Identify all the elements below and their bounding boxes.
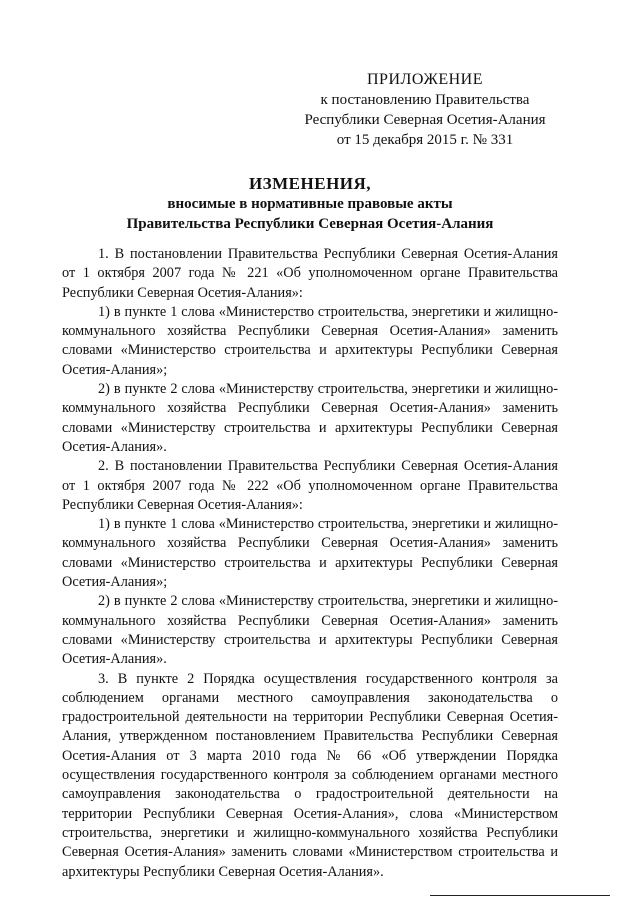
appendix-line-1: к постановлению Правительства bbox=[320, 92, 530, 108]
heading-title: ИЗМЕНЕНИЯ, bbox=[248, 174, 372, 193]
appendix-block bbox=[300, 70, 550, 150]
appendix-line-2: Республики Северная Осетия-Алания bbox=[304, 112, 546, 128]
paragraph-3: 3. В пункте 2 Порядка осуществления государственного контроля за соблюдением органами местного самоуправления законодательства о градостроительной деятельности на территории Республики Северная Осетия-Алания, утвержденном постановлением Правительства Республики Северная Осетия-Алания от 3 марта 2010 года № 66 «Об утверждении Порядка осуществления государственного контроля за соблюдением органами местного самоуправления законодательства о градостроительной деятельности на территории Республики Северная Осетия-Алания», слова «Министерством строительства, энергетики и жилищно-коммунального хозяйства Республики Северная Осетия-Алания» заменить словами «Министерством строительства и архитектуры Республики Северная Осетия-Алания». bbox=[62, 670, 558, 880]
appendix-title: ПРИЛОЖЕНИЕ bbox=[366, 71, 483, 88]
document-heading bbox=[60, 173, 560, 234]
heading-line-2: Правительства Республики Северная Осетия-Алания bbox=[126, 216, 494, 232]
paragraph-1-item-2: 2) в пункте 2 слова «Министерству строительства, энергетики и жилищно-коммунального хозяйства Республики Северная Осетия-Алания» заменить словами «Министерству строительства и архитектуры Республики Северная Осетия-Алания». bbox=[62, 381, 558, 455]
paragraph-1-item-1: 1) в пункте 1 слова «Министерство строительства, энергетики и жилищно-коммунального хозяйства Республики Северная Осетия-Алания» заменить словами «Министерство строительства и архитектуры Республики Северная Осетия-Алания»; bbox=[62, 303, 558, 378]
paragraph-1: 1. В постановлении Правительства Республики Северная Осетия-Алания от 1 октября 2007 года № 221 «Об уполномоченном органе Правительства Республики Северная Осетия-Алания»: bbox=[62, 246, 558, 301]
appendix-line-3: от 15 декабря 2015 г. № 331 bbox=[336, 132, 514, 148]
paragraph-2: 2. В постановлении Правительства Республики Северная Осетия-Алания от 1 октября 2007 года № 222 «Об уполномоченном органе Правительства Республики Северная Осетия-Алания»: bbox=[62, 458, 558, 513]
heading-line-1: вносимые в нормативные правовые акты bbox=[167, 196, 453, 212]
paragraph-2-item-2: 2) в пункте 2 слова «Министерству строительства, энергетики и жилищно-коммунального хозяйства Республики Северная Осетия-Алания» заменить словами «Министерству строительства и архитектуры Республики Северная Осетия-Алания». bbox=[62, 593, 558, 668]
footer-rule bbox=[430, 895, 610, 896]
paragraph-2-item-1: 1) в пункте 1 слова «Министерство строительства, энергетики и жилищно-коммунального хозяйства Республики Северная Осетия-Алания» заменить словами «Министерство строительства и архитектуры Республики Северная Осетия-Алания»; bbox=[62, 516, 558, 591]
document-body bbox=[62, 245, 558, 882]
